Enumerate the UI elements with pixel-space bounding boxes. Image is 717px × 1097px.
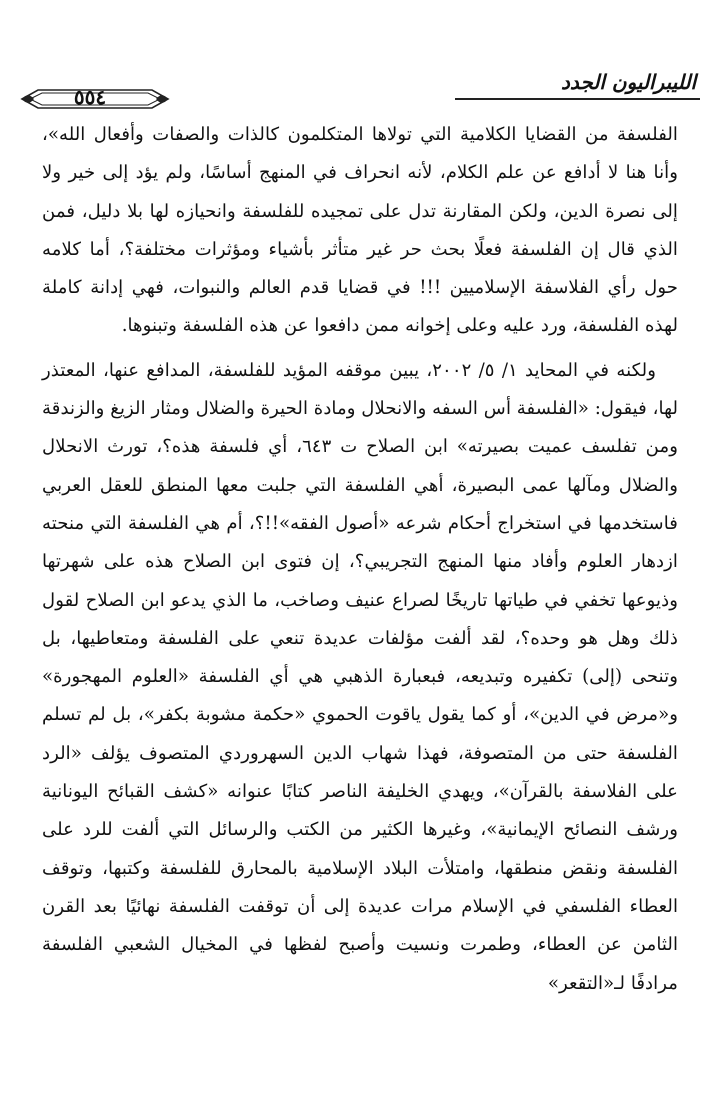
header-rule	[455, 98, 700, 100]
page-header	[20, 60, 700, 120]
page-number: ٥٥٤	[73, 85, 107, 109]
paragraph: ولكنه في المحايد ١/ ٥/ ٢٠٠٢، يبين موقفه المؤيد للفلسفة، المدافع عنها، المعتذر لها، فيقول: «الفلسفة أس السفه والانحلال ومادة الحيرة والضلال ومثار الزيغ والزندقة ومن تفلسف عميت بصيرته» ابن الصلاح ت ٦٤٣، أي فلسفة هذه؟، تورث الانحلال والضلال ومآلها عمى البصيرة، أهي الفلسفة التي جلبت معها المنطق للعقل العربي فاستخدمها في استخراج أحكام شرعه «أصول الفقه»!!؟، أم هي الفلسفة التي منحته ازدهار العلوم وأفاد منها المنهج التجريبي؟، إن فتوى ابن الصلاح هذه على شهرتها وذيوعها تخفي في طياتها تاريخًا لصراع عنيف وصاخب، ما الذي يدعو ابن الصلاح لقول ذلك وهل هو وحده؟، لقد ألفت مؤلفات عديدة تنعي على الفلسفة ومتعاطيها، بل وتنحى (إلى) تكفيره وتبديعه، فبعبارة الذهبي هي أي الفلسفة «العلوم المهجورة» و«مرض في الدين»، أو كما يقول ياقوت الحموي «حكمة مشوبة بكفر»، بل لم تسلم الفلسفة حتى من المتصوفة، فهذا شهاب الدين السهروردي المتصوف يؤلف «الرد على الفلاسفة بالقرآن»، ويهدي الخليفة الناصر كتابًا عنوانه «كشف القبائح اليونانية ورشف النصائح الإيمانية»، وغيرها الكثير من الكتب والرسائل التي ألفت للرد على الفلسفة ونقض منطقها، وامتلأت البلاد الإسلامية بالمحارق للفلسفة وكتبها، وتوقف العطاء الفلسفي في الإسلام مرات عديدة إلى أن توقفت الفلسفة نهائيًا بعد القرن الثامن عن العطاء، وطمرت ونسيت وأصبح لفظها في المخيال الشعبي الفلسفة مرادفًا لـ«التقعر»	[42, 359, 678, 994]
paragraph: الفلسفة من القضايا الكلامية التي تولاها المتكلمون كالذات والصفات وأفعال الله»، وأنا هنا لا أدافع عن علم الكلام، لأنه انحراف في المنهج أساسًا، ولم يؤد إلى خير ولا إلى نصرة الدين، ولكن المقارنة تدل على تمجيده للفلسفة وانحيازه لها بلا دليل، فمن الذي قال إن الفلسفة فعلًا بحث حر غير متأثر بأشياء ومؤثرات مختلفة؟، أما كلامه حول رأي الفلاسفة الإسلاميين !!! في قضايا قدم العالم والنبوات، فهي إدانة كاملة لهذه الفلسفة، ورد عليه وعلى إخوانه ممن دافعوا عن هذه الفلسفة وتبنوها.	[42, 124, 678, 337]
running-title: الليبراليون الجدد	[560, 70, 696, 94]
body-text	[42, 116, 678, 1003]
